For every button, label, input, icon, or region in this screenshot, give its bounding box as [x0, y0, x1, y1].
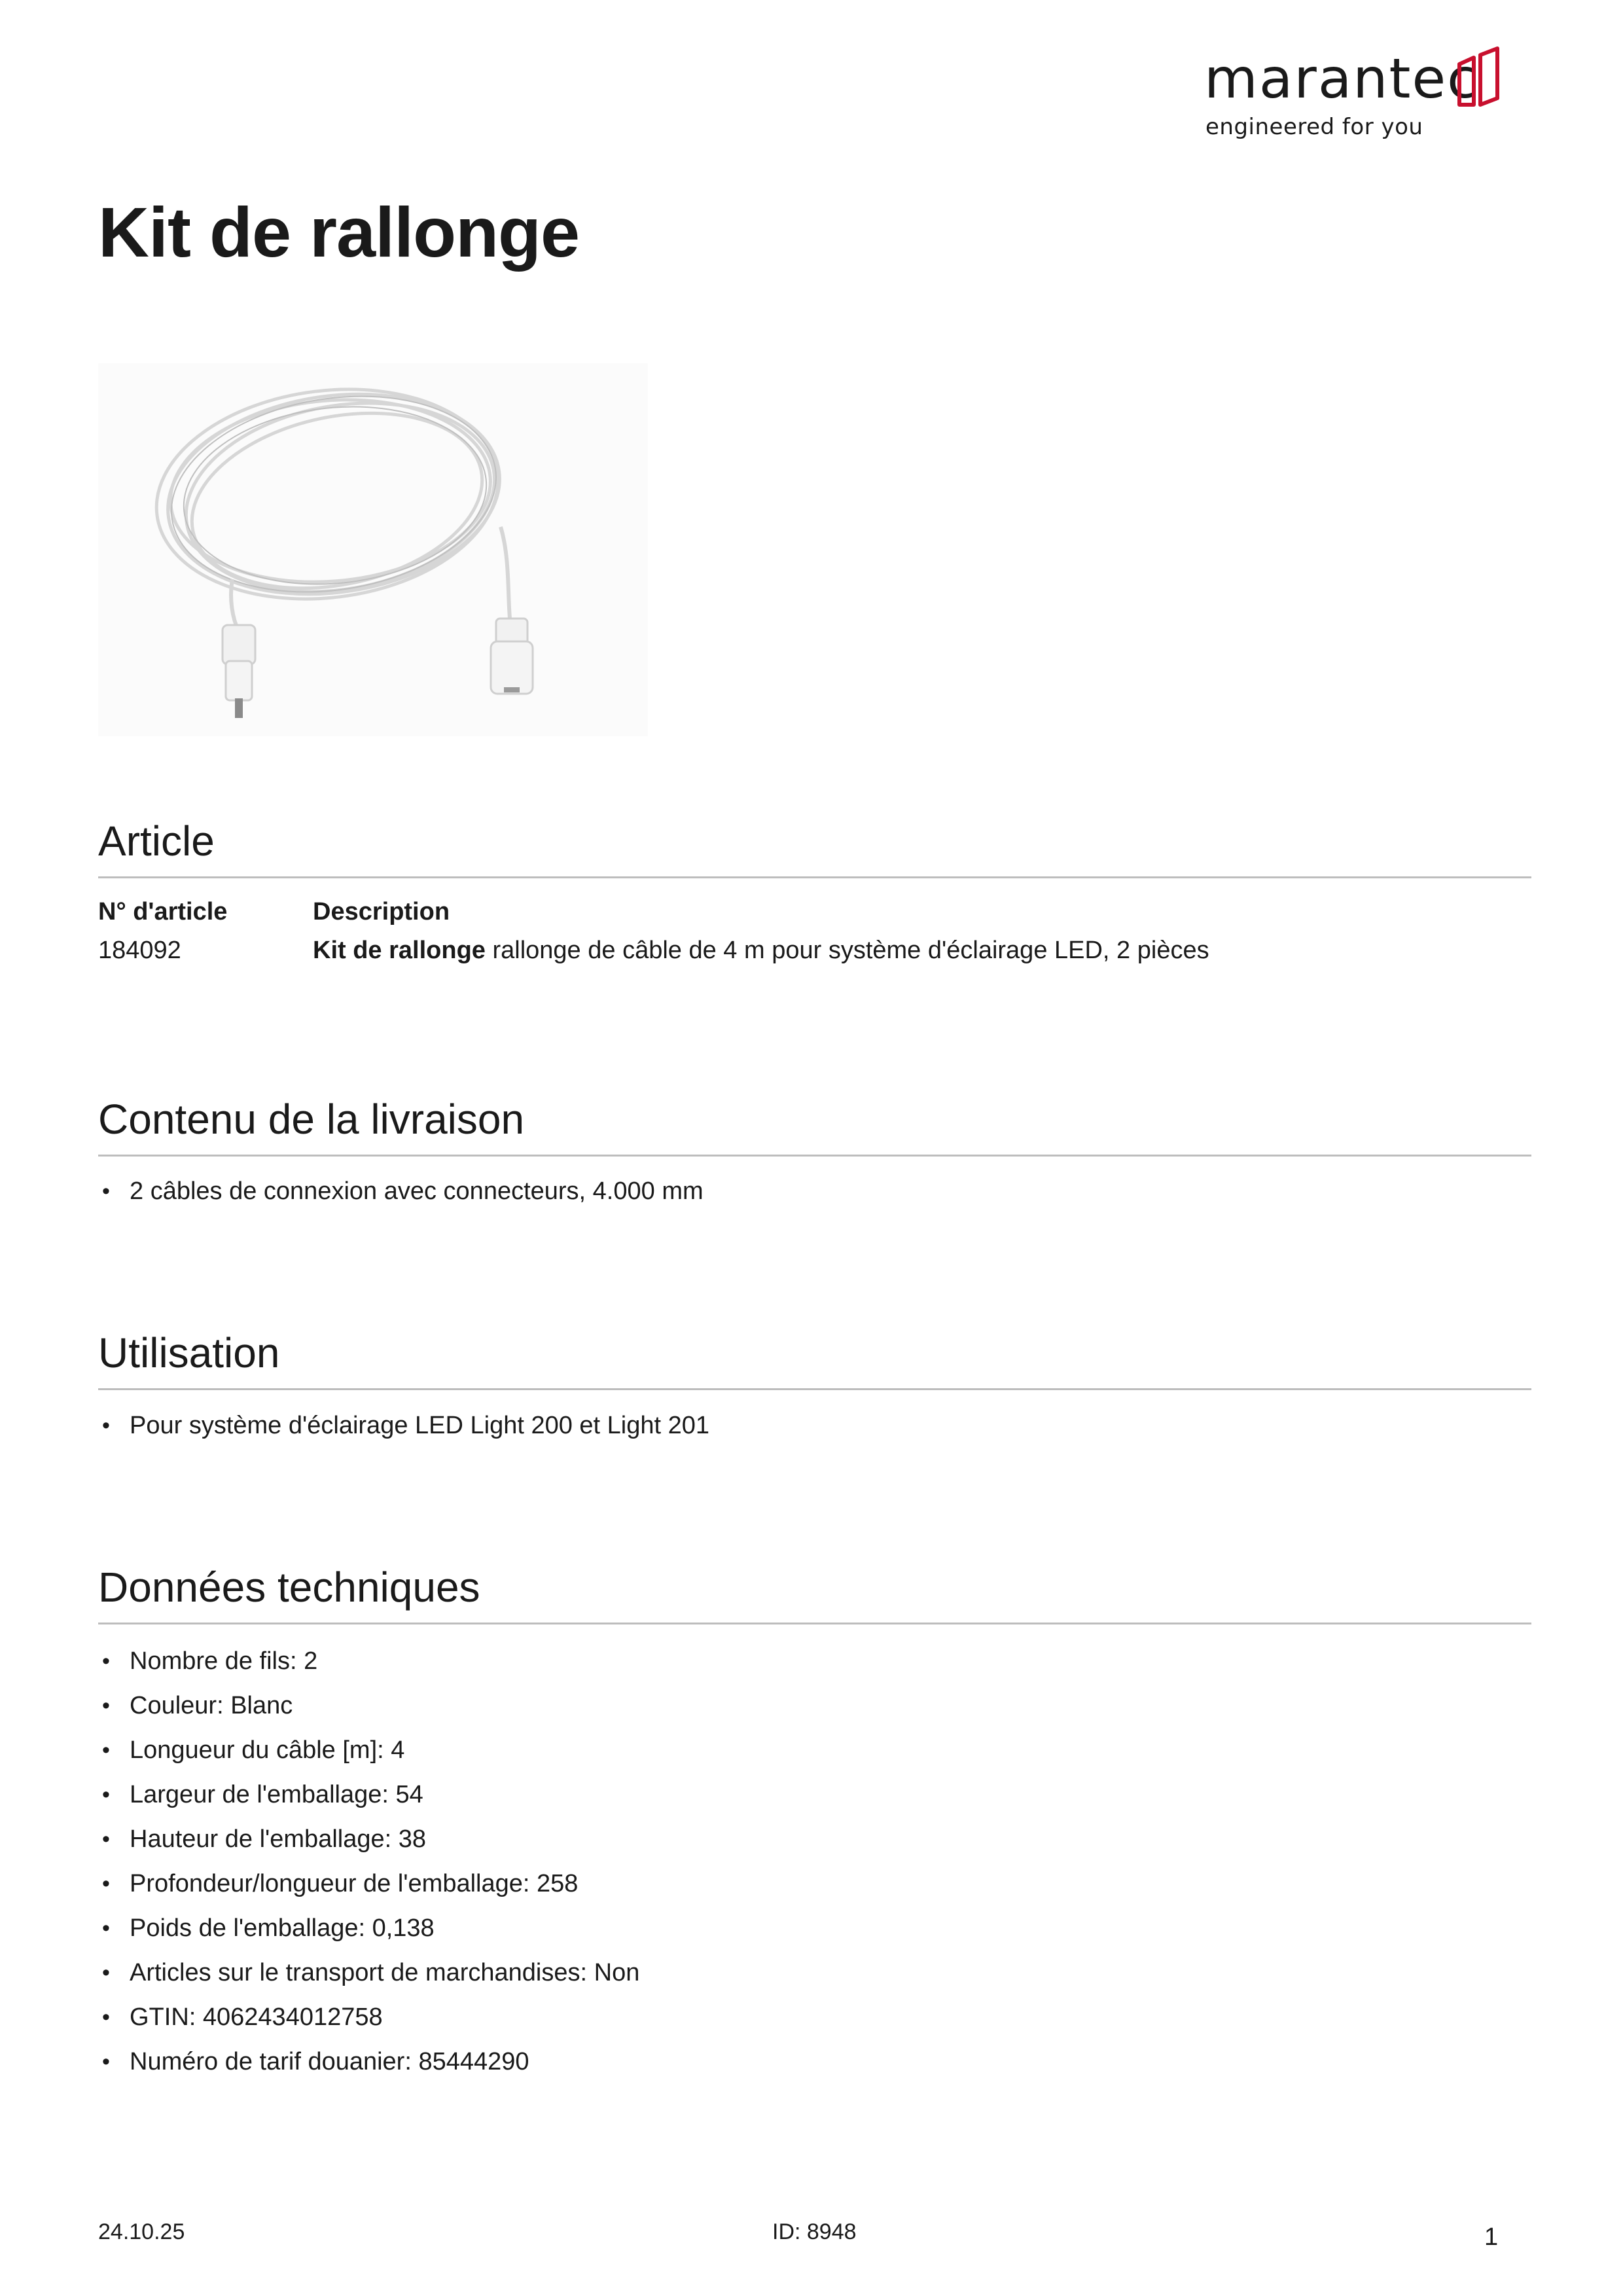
- usage-list: [98, 1403, 709, 1448]
- list-item: • Articles sur le transport de marchandises: Non: [98, 1950, 639, 1995]
- list-item: • Hauteur de l'emballage: 38: [98, 1817, 639, 1861]
- page-number: 1: [1484, 2223, 1499, 2251]
- footer-date: 24.10.25: [98, 2219, 185, 2244]
- cable-illustration: [98, 363, 648, 736]
- list-item: • Pour système d'éclairage LED Light 200 et Light 201: [98, 1403, 709, 1448]
- list-item: • Poids de l'emballage: 0,138: [98, 1906, 639, 1950]
- column-header-article-number: N° d'article: [98, 898, 228, 925]
- section-heading-article: Article: [98, 815, 1531, 878]
- article-number: 184092: [98, 937, 181, 964]
- article-description: rallonge de câble de 4 m pour système d'éclairage LED, 2 pièces: [492, 937, 1209, 964]
- list-item: • Longueur du câble [m]: 4: [98, 1728, 639, 1772]
- section-heading-delivery: Contenu de la livraison: [98, 1093, 1531, 1157]
- list-item: • Profondeur/longueur de l'emballage: 258: [98, 1861, 639, 1906]
- list-item: • Couleur: Blanc: [98, 1683, 639, 1728]
- brand-name: marantec: [1204, 46, 1479, 111]
- delivery-list: [98, 1169, 704, 1213]
- product-image: [98, 363, 648, 736]
- article-name: Kit de rallonge: [313, 937, 486, 964]
- list-item: • Nombre de fils: 2: [98, 1639, 639, 1683]
- list-item: • 2 câbles de connexion avec connecteurs, 4.000 mm: [98, 1169, 704, 1213]
- footer-id: ID: 8948: [772, 2219, 857, 2244]
- list-item: • GTIN: 4062434012758: [98, 1995, 639, 2039]
- section-heading-usage: Utilisation: [98, 1327, 1531, 1390]
- column-header-description: Description: [313, 898, 450, 925]
- brand-tagline: engineered for you: [1205, 114, 1423, 140]
- list-item: • Largeur de l'emballage: 54: [98, 1772, 639, 1817]
- list-item: • Numéro de tarif douanier: 85444290: [98, 2039, 639, 2084]
- marantec-mark-icon: [1454, 46, 1507, 111]
- section-heading-technical: Données techniques: [98, 1561, 1531, 1624]
- brand-logo: [1204, 46, 1505, 144]
- page-title: Kit de rallonge: [98, 192, 580, 272]
- article-description-row: [313, 934, 1209, 967]
- technical-data-list: [98, 1639, 639, 2084]
